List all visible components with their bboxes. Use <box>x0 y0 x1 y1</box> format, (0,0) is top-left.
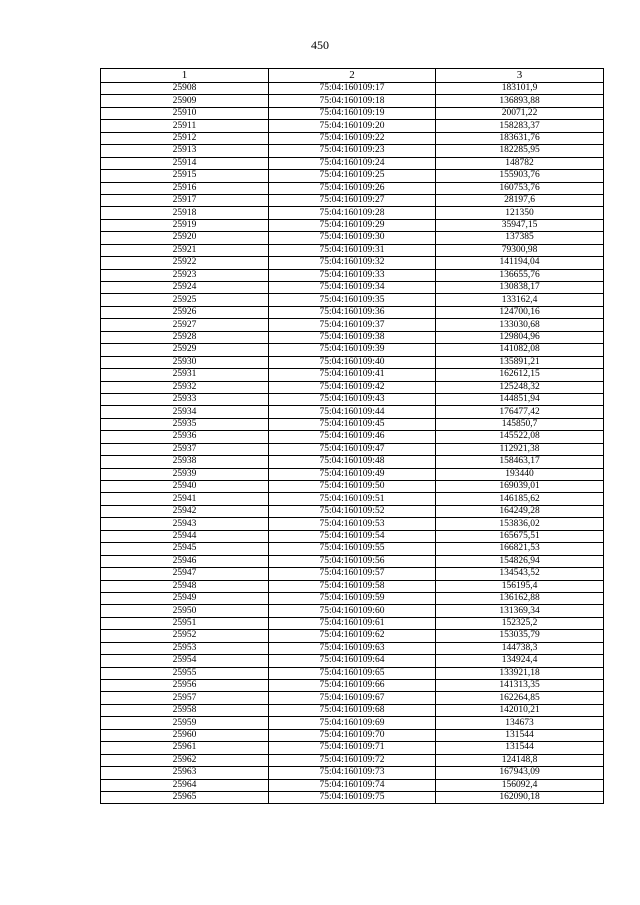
cadastral-number-cell: 75:04:160109:55 <box>269 543 436 555</box>
value-cell: 153836,02 <box>436 518 604 530</box>
value-cell: 158463,17 <box>436 456 604 468</box>
table-row <box>101 779 604 791</box>
row-number-cell: 25929 <box>101 344 269 356</box>
cadastral-number-cell: 75:04:160109:62 <box>269 630 436 642</box>
table-row <box>101 791 604 803</box>
data-table <box>100 68 604 804</box>
row-number-cell: 25912 <box>101 132 269 144</box>
row-number-cell: 25917 <box>101 194 269 206</box>
cadastral-number-cell: 75:04:160109:30 <box>269 232 436 244</box>
value-cell: 166821,53 <box>436 543 604 555</box>
table-row <box>101 555 604 567</box>
table-row <box>101 704 604 716</box>
cadastral-number-cell: 75:04:160109:35 <box>269 294 436 306</box>
value-cell: 131544 <box>436 742 604 754</box>
value-cell: 145850,7 <box>436 418 604 430</box>
table-row <box>101 767 604 779</box>
table-row <box>101 505 604 517</box>
table-row <box>101 530 604 542</box>
table-row <box>101 182 604 194</box>
cadastral-number-cell: 75:04:160109:41 <box>269 369 436 381</box>
table-row <box>101 344 604 356</box>
column-header: 1 <box>101 69 269 83</box>
value-cell: 144738,3 <box>436 642 604 654</box>
cadastral-number-cell: 75:04:160109:25 <box>269 170 436 182</box>
value-cell: 183631,76 <box>436 132 604 144</box>
row-number-cell: 25922 <box>101 257 269 269</box>
cadastral-number-cell: 75:04:160109:73 <box>269 767 436 779</box>
value-cell: 160753,76 <box>436 182 604 194</box>
value-cell: 131369,34 <box>436 605 604 617</box>
value-cell: 144851,94 <box>436 393 604 405</box>
row-number-cell: 25937 <box>101 443 269 455</box>
value-cell: 130838,17 <box>436 282 604 294</box>
cadastral-number-cell: 75:04:160109:53 <box>269 518 436 530</box>
row-number-cell: 25951 <box>101 617 269 629</box>
row-number-cell: 25964 <box>101 779 269 791</box>
value-cell: 129804,96 <box>436 331 604 343</box>
cadastral-number-cell: 75:04:160109:48 <box>269 456 436 468</box>
row-number-cell: 25946 <box>101 555 269 567</box>
value-cell: 20071,22 <box>436 107 604 119</box>
value-cell: 182285,95 <box>436 145 604 157</box>
cadastral-number-cell: 75:04:160109:63 <box>269 642 436 654</box>
cadastral-number-cell: 75:04:160109:50 <box>269 481 436 493</box>
row-number-cell: 25926 <box>101 306 269 318</box>
cadastral-number-cell: 75:04:160109:58 <box>269 580 436 592</box>
row-number-cell: 25947 <box>101 568 269 580</box>
cadastral-number-cell: 75:04:160109:68 <box>269 704 436 716</box>
cadastral-number-cell: 75:04:160109:60 <box>269 605 436 617</box>
cadastral-number-cell: 75:04:160109:71 <box>269 742 436 754</box>
table-row <box>101 468 604 480</box>
value-cell: 155903,76 <box>436 170 604 182</box>
table-row <box>101 132 604 144</box>
row-number-cell: 25942 <box>101 505 269 517</box>
row-number-cell: 25960 <box>101 729 269 741</box>
column-header: 3 <box>436 69 604 83</box>
value-cell: 146185,62 <box>436 493 604 505</box>
row-number-cell: 25923 <box>101 269 269 281</box>
table-row <box>101 244 604 256</box>
cadastral-number-cell: 75:04:160109:29 <box>269 219 436 231</box>
cadastral-number-cell: 75:04:160109:39 <box>269 344 436 356</box>
value-cell: 124148,8 <box>436 754 604 766</box>
table-row <box>101 157 604 169</box>
value-cell: 141082,08 <box>436 344 604 356</box>
cadastral-number-cell: 75:04:160109:75 <box>269 791 436 803</box>
value-cell: 134543,52 <box>436 568 604 580</box>
table-row <box>101 393 604 405</box>
row-number-cell: 25911 <box>101 120 269 132</box>
table-row <box>101 418 604 430</box>
value-cell: 154826,94 <box>436 555 604 567</box>
value-cell: 112921,38 <box>436 443 604 455</box>
row-number-cell: 25944 <box>101 530 269 542</box>
cadastral-number-cell: 75:04:160109:33 <box>269 269 436 281</box>
table-row <box>101 232 604 244</box>
value-cell: 136655,76 <box>436 269 604 281</box>
value-cell: 141313,35 <box>436 680 604 692</box>
cadastral-number-cell: 75:04:160109:20 <box>269 120 436 132</box>
table-row <box>101 617 604 629</box>
value-cell: 142010,21 <box>436 704 604 716</box>
row-number-cell: 25949 <box>101 592 269 604</box>
cadastral-number-cell: 75:04:160109:17 <box>269 83 436 95</box>
row-number-cell: 25939 <box>101 468 269 480</box>
column-header: 2 <box>269 69 436 83</box>
row-number-cell: 25920 <box>101 232 269 244</box>
value-cell: 133030,68 <box>436 319 604 331</box>
row-number-cell: 25954 <box>101 655 269 667</box>
table-row <box>101 331 604 343</box>
table-row <box>101 107 604 119</box>
cadastral-number-cell: 75:04:160109:44 <box>269 406 436 418</box>
value-cell: 28197,6 <box>436 194 604 206</box>
table-body <box>101 83 604 804</box>
row-number-cell: 25955 <box>101 667 269 679</box>
cadastral-number-cell: 75:04:160109:46 <box>269 431 436 443</box>
row-number-cell: 25941 <box>101 493 269 505</box>
table-row <box>101 742 604 754</box>
value-cell: 153035,79 <box>436 630 604 642</box>
row-number-cell: 25933 <box>101 393 269 405</box>
table-row <box>101 592 604 604</box>
table-row <box>101 717 604 729</box>
cadastral-number-cell: 75:04:160109:19 <box>269 107 436 119</box>
value-cell: 167943,09 <box>436 767 604 779</box>
table-row <box>101 219 604 231</box>
value-cell: 133162,4 <box>436 294 604 306</box>
value-cell: 141194,04 <box>436 257 604 269</box>
table-row <box>101 406 604 418</box>
cadastral-number-cell: 75:04:160109:37 <box>269 319 436 331</box>
row-number-cell: 25921 <box>101 244 269 256</box>
cadastral-number-cell: 75:04:160109:57 <box>269 568 436 580</box>
row-number-cell: 25914 <box>101 157 269 169</box>
cadastral-number-cell: 75:04:160109:27 <box>269 194 436 206</box>
cadastral-number-cell: 75:04:160109:22 <box>269 132 436 144</box>
cadastral-number-cell: 75:04:160109:69 <box>269 717 436 729</box>
table-row <box>101 605 604 617</box>
value-cell: 145522,08 <box>436 431 604 443</box>
value-cell: 136893,88 <box>436 95 604 107</box>
value-cell: 183101,9 <box>436 83 604 95</box>
value-cell: 176477,42 <box>436 406 604 418</box>
table-header-row <box>101 69 604 83</box>
cadastral-number-cell: 75:04:160109:24 <box>269 157 436 169</box>
cadastral-number-cell: 75:04:160109:38 <box>269 331 436 343</box>
value-cell: 162264,85 <box>436 692 604 704</box>
cadastral-number-cell: 75:04:160109:49 <box>269 468 436 480</box>
value-cell: 164249,28 <box>436 505 604 517</box>
table-row <box>101 729 604 741</box>
row-number-cell: 25945 <box>101 543 269 555</box>
row-number-cell: 25963 <box>101 767 269 779</box>
row-number-cell: 25956 <box>101 680 269 692</box>
page-number: 450 <box>311 38 329 52</box>
cadastral-number-cell: 75:04:160109:31 <box>269 244 436 256</box>
cadastral-number-cell: 75:04:160109:43 <box>269 393 436 405</box>
value-cell: 162090,18 <box>436 791 604 803</box>
row-number-cell: 25908 <box>101 83 269 95</box>
value-cell: 124700,16 <box>436 306 604 318</box>
row-number-cell: 25930 <box>101 356 269 368</box>
table-row <box>101 481 604 493</box>
row-number-cell: 25965 <box>101 791 269 803</box>
value-cell: 134673 <box>436 717 604 729</box>
row-number-cell: 25925 <box>101 294 269 306</box>
value-cell: 131544 <box>436 729 604 741</box>
row-number-cell: 25909 <box>101 95 269 107</box>
table-row <box>101 170 604 182</box>
cadastral-number-cell: 75:04:160109:42 <box>269 381 436 393</box>
table-row <box>101 518 604 530</box>
cadastral-number-cell: 75:04:160109:51 <box>269 493 436 505</box>
value-cell: 125248,32 <box>436 381 604 393</box>
table-row <box>101 257 604 269</box>
row-number-cell: 25952 <box>101 630 269 642</box>
row-number-cell: 25957 <box>101 692 269 704</box>
table-row <box>101 145 604 157</box>
row-number-cell: 25935 <box>101 418 269 430</box>
row-number-cell: 25918 <box>101 207 269 219</box>
table-row <box>101 381 604 393</box>
table-row <box>101 282 604 294</box>
row-number-cell: 25928 <box>101 331 269 343</box>
cadastral-number-cell: 75:04:160109:61 <box>269 617 436 629</box>
table-row <box>101 83 604 95</box>
row-number-cell: 25940 <box>101 481 269 493</box>
row-number-cell: 25938 <box>101 456 269 468</box>
cadastral-number-cell: 75:04:160109:56 <box>269 555 436 567</box>
cadastral-number-cell: 75:04:160109:65 <box>269 667 436 679</box>
table-row <box>101 680 604 692</box>
row-number-cell: 25927 <box>101 319 269 331</box>
cadastral-number-cell: 75:04:160109:66 <box>269 680 436 692</box>
table-row <box>101 630 604 642</box>
table-row <box>101 95 604 107</box>
row-number-cell: 25948 <box>101 580 269 592</box>
cadastral-number-cell: 75:04:160109:28 <box>269 207 436 219</box>
row-number-cell: 25958 <box>101 704 269 716</box>
row-number-cell: 25915 <box>101 170 269 182</box>
cadastral-number-cell: 75:04:160109:34 <box>269 282 436 294</box>
value-cell: 152325,2 <box>436 617 604 629</box>
table-row <box>101 194 604 206</box>
value-cell: 136162,88 <box>436 592 604 604</box>
row-number-cell: 25924 <box>101 282 269 294</box>
table-row <box>101 120 604 132</box>
cadastral-number-cell: 75:04:160109:18 <box>269 95 436 107</box>
cadastral-number-cell: 75:04:160109:26 <box>269 182 436 194</box>
row-number-cell: 25916 <box>101 182 269 194</box>
cadastral-number-cell: 75:04:160109:23 <box>269 145 436 157</box>
row-number-cell: 25953 <box>101 642 269 654</box>
value-cell: 158283,37 <box>436 120 604 132</box>
cadastral-number-cell: 75:04:160109:32 <box>269 257 436 269</box>
cadastral-number-cell: 75:04:160109:59 <box>269 592 436 604</box>
row-number-cell: 25932 <box>101 381 269 393</box>
value-cell: 134924,4 <box>436 655 604 667</box>
cadastral-number-cell: 75:04:160109:36 <box>269 306 436 318</box>
table-row <box>101 356 604 368</box>
row-number-cell: 25950 <box>101 605 269 617</box>
cadastral-number-cell: 75:04:160109:47 <box>269 443 436 455</box>
value-cell: 133921,18 <box>436 667 604 679</box>
row-number-cell: 25910 <box>101 107 269 119</box>
cadastral-number-cell: 75:04:160109:45 <box>269 418 436 430</box>
cadastral-number-cell: 75:04:160109:74 <box>269 779 436 791</box>
cadastral-number-cell: 75:04:160109:40 <box>269 356 436 368</box>
value-cell: 79300,98 <box>436 244 604 256</box>
cadastral-number-cell: 75:04:160109:54 <box>269 530 436 542</box>
value-cell: 169039,01 <box>436 481 604 493</box>
value-cell: 156092,4 <box>436 779 604 791</box>
table-row <box>101 667 604 679</box>
value-cell: 148782 <box>436 157 604 169</box>
table-row <box>101 369 604 381</box>
value-cell: 137385 <box>436 232 604 244</box>
value-cell: 193440 <box>436 468 604 480</box>
table-row <box>101 493 604 505</box>
table-row <box>101 754 604 766</box>
row-number-cell: 25959 <box>101 717 269 729</box>
value-cell: 162612,15 <box>436 369 604 381</box>
table-row <box>101 543 604 555</box>
table-row <box>101 456 604 468</box>
value-cell: 135891,21 <box>436 356 604 368</box>
table-row <box>101 207 604 219</box>
row-number-cell: 25962 <box>101 754 269 766</box>
value-cell: 35947,15 <box>436 219 604 231</box>
table-row <box>101 319 604 331</box>
row-number-cell: 25913 <box>101 145 269 157</box>
table-row <box>101 580 604 592</box>
table-row <box>101 431 604 443</box>
row-number-cell: 25943 <box>101 518 269 530</box>
cadastral-number-cell: 75:04:160109:64 <box>269 655 436 667</box>
table-row <box>101 568 604 580</box>
cadastral-number-cell: 75:04:160109:72 <box>269 754 436 766</box>
cadastral-number-cell: 75:04:160109:70 <box>269 729 436 741</box>
row-number-cell: 25936 <box>101 431 269 443</box>
table-row <box>101 642 604 654</box>
cadastral-number-cell: 75:04:160109:52 <box>269 505 436 517</box>
value-cell: 165675,51 <box>436 530 604 542</box>
row-number-cell: 25919 <box>101 219 269 231</box>
table-row <box>101 692 604 704</box>
value-cell: 121350 <box>436 207 604 219</box>
row-number-cell: 25961 <box>101 742 269 754</box>
row-number-cell: 25931 <box>101 369 269 381</box>
table-row <box>101 306 604 318</box>
table-row <box>101 294 604 306</box>
cadastral-number-cell: 75:04:160109:67 <box>269 692 436 704</box>
table-row <box>101 655 604 667</box>
table-row <box>101 443 604 455</box>
row-number-cell: 25934 <box>101 406 269 418</box>
table-row <box>101 269 604 281</box>
value-cell: 156195,4 <box>436 580 604 592</box>
